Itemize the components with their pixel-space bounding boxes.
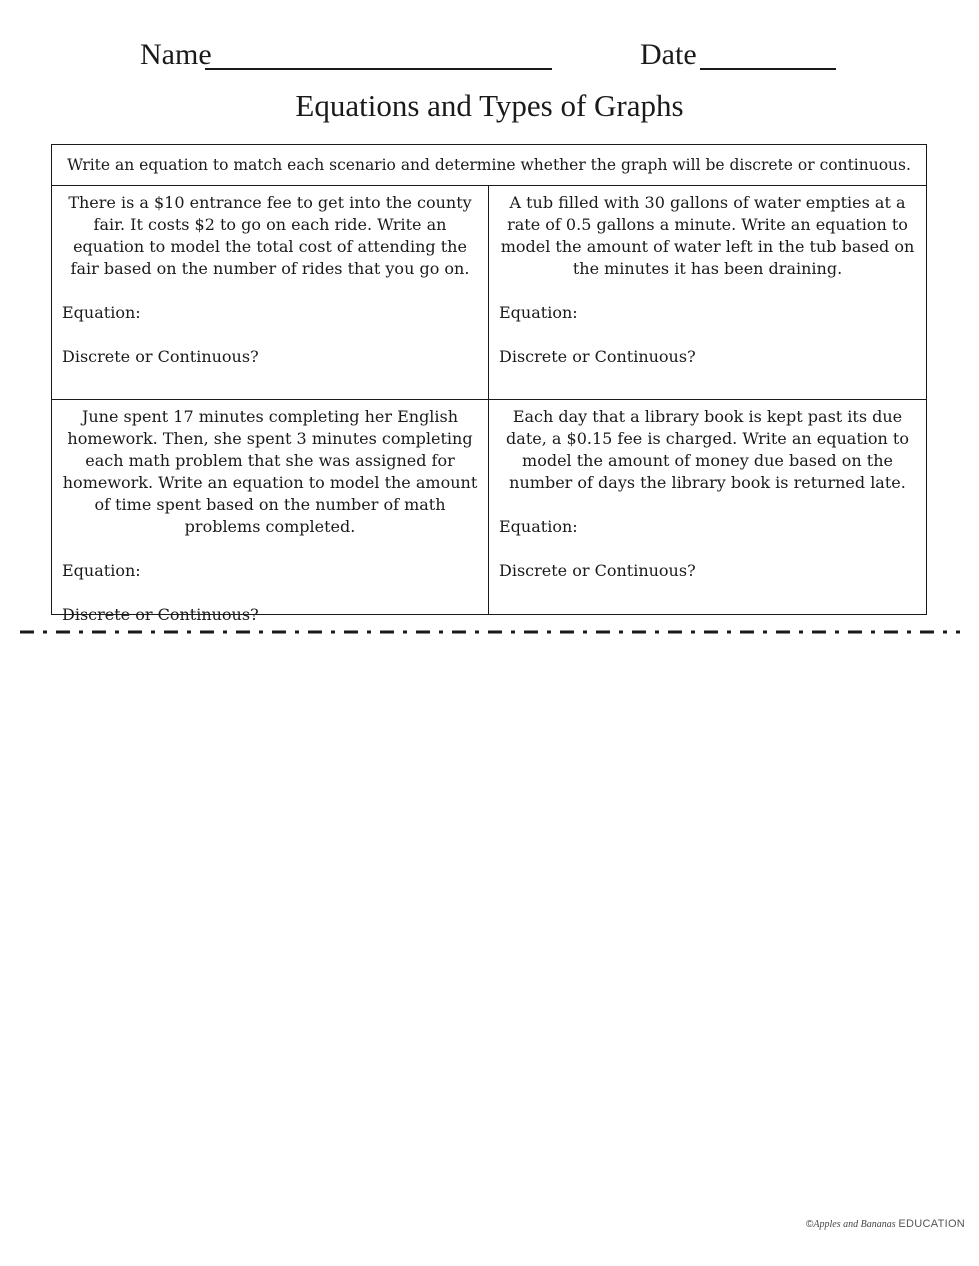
equation-label: Equation: <box>499 517 578 536</box>
scenario-cell <box>52 186 489 400</box>
scenario-prompt: Each day that a library book is kept past its due date, a $0.15 fee is charged. Write an equation to model the amount of money due based on the number of days the library book is returned late. <box>506 407 909 492</box>
brand-suffix: EDUCATION <box>898 1218 966 1230</box>
equation-label: Equation: <box>62 303 141 322</box>
header-row <box>0 38 979 78</box>
discrete-or-continuous-label: Discrete or Continuous? <box>62 605 259 624</box>
equation-label: Equation: <box>62 561 141 580</box>
page-title: Equations and Types of Graphs <box>295 88 684 123</box>
date-label: Date <box>640 38 697 71</box>
cut-line <box>20 630 960 634</box>
scenario-prompt: June spent 17 minutes completing her English homework. Then, she spent 3 minutes completing each math problem that she was assigned for homework. Write an equation to model the amount of time spent based on the number of math problems completed. <box>62 407 478 536</box>
worksheet-table <box>51 144 927 624</box>
discrete-or-continuous-label: Discrete or Continuous? <box>499 347 696 366</box>
credit-footer <box>806 1218 965 1230</box>
scenario-cell <box>52 400 489 624</box>
discrete-or-continuous-label: Discrete or Continuous? <box>499 561 696 580</box>
discrete-or-continuous-label: Discrete or Continuous? <box>62 347 259 366</box>
scenario-cell <box>489 400 926 614</box>
scenario-grid <box>52 186 926 624</box>
instructions: Write an equation to match each scenario and determine whether the graph will be discrete or continuous. <box>52 145 926 186</box>
name-line[interactable] <box>205 68 552 70</box>
scenario-cell <box>489 186 926 400</box>
name-label: Name <box>140 38 212 71</box>
copyright-symbol: © <box>806 1219 814 1230</box>
equation-label: Equation: <box>499 303 578 322</box>
date-line[interactable] <box>700 68 836 70</box>
scenario-prompt: There is a $10 entrance fee to get into the county fair. It costs $2 to go on each ride. Write an equation to model the total cost of attending the fair based on the number of rides that you go on. <box>68 193 472 278</box>
scenario-prompt: A tub filled with 30 gallons of water empties at a rate of 0.5 gallons a minute. Write an equation to model the amount of water left in the tub based on the minutes it has been draining. <box>500 193 915 278</box>
brand-name: Apples and Bananas <box>813 1219 896 1230</box>
